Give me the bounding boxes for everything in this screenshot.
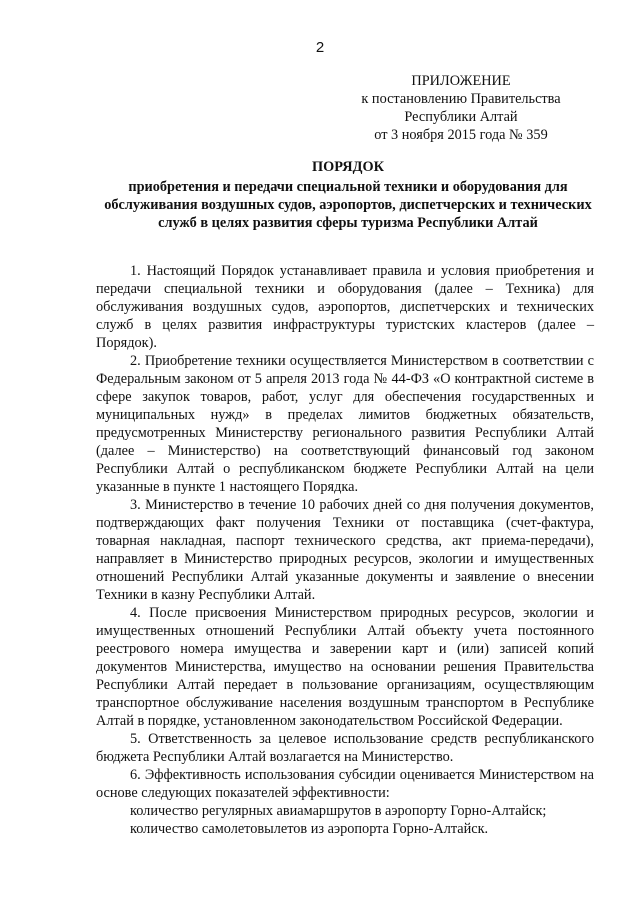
appendix-block — [330, 72, 592, 144]
document-body — [96, 262, 594, 838]
paragraph-5: 5. Ответственность за целевое использование средств республиканского бюджета Республики Алтай возлагается на Министерство. — [96, 731, 594, 765]
document-heading: ПОРЯДОК — [312, 159, 384, 175]
paragraph-3: 3. Министерство в течение 10 рабочих дней со дня получения документов, подтверждающих факт получения Техники от поставщика (счет-фактура, товарная накладная, паспорт технического средства, акт приема-передачи), направляет в Министерство природных ресурсов, экологии и имущественных отношений Республики Алтай указанные документы и заявление о внесении Техники в казну Республики Алтай. — [96, 497, 594, 603]
appendix-title: ПРИЛОЖЕНИЕ — [411, 73, 511, 89]
paragraph-2: 2. Приобретение техники осуществляется Министерством в соответствии с Федеральным законом от 5 апреля 2013 года № 44-ФЗ «О контрактной системе в сфере закупок товаров, работ, услуг для обеспечения государственных и муниципальных нужд» в пределах лимитов бюджетных обязательств, предусмотренных Министерству регионального развития Республики Алтай (далее – Министерство) на соответствующий финансовый год законом Республики Алтай о республиканском бюджете Республики Алтай на цели указанные в пункте 1 настоящего Порядка. — [96, 353, 594, 495]
paragraph-4: 4. После присвоения Министерством природных ресурсов, экологии и имущественных отношений Республики Алтай объекту учета постоянного реестрового номера имущества и заверении карт и (или) записей копий документов Министерства, имущество на основании решения Правительства Республики Алтай передает в пользование организациям, осуществляющим транспортное обслуживание населения воздушным транспортом в Республике Алтай в порядке, установленном законодательством Российской Федерации. — [96, 605, 594, 729]
indicator-item: количество регулярных авиамаршрутов в аэропорту Горно-Алтайск; — [130, 803, 547, 819]
paragraph-1: 1. Настоящий Порядок устанавливает правила и условия приобретения и передачи специальной техники и оборудования (далее – Техника) для обслуживания воздушных судов, аэропортов, диспетчерских и технических служб в целях развития инфраструктуры туристских кластеров (далее – Порядок). — [96, 263, 594, 351]
indicator-item: количество самолетовылетов из аэропорта Горно-Алтайск. — [130, 821, 489, 837]
appendix-line: к постановлению Правительства — [361, 91, 561, 107]
appendix-date: от 3 ноября 2015 года № 359 — [374, 127, 548, 143]
paragraph-6: 6. Эффективность использования субсидии оценивается Министерством на основе следующих показателей эффективности: — [96, 767, 594, 801]
appendix-line: Республики Алтай — [404, 109, 518, 125]
document-subtitle: приобретения и передачи специальной техники и оборудования для обслуживания воздушных судов, аэропортов, диспетчерских и технических служб в целях развития сферы туризма Республики Алтай — [104, 179, 592, 231]
title-block — [96, 158, 600, 232]
page-number: 2 — [315, 39, 325, 56]
